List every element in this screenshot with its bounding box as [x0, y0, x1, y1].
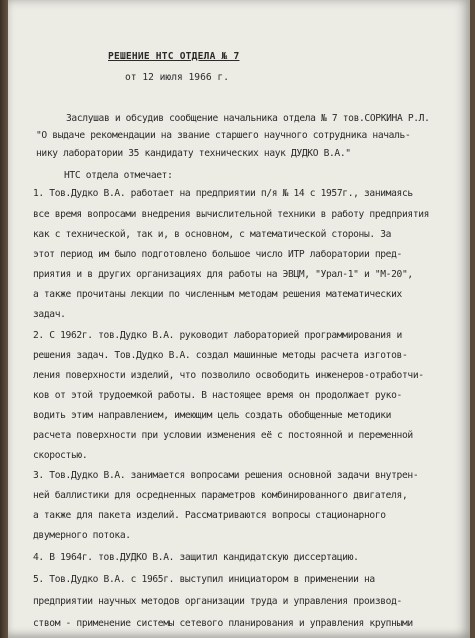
- body-line: этот период им было подготовлено большое число ИТР лаборатории пред-: [33, 249, 402, 260]
- body-line: задач.: [33, 309, 66, 320]
- body-line: приятия и в других организациях для работы на ЭВЦМ, "Урал-1" и "М-20",: [33, 269, 413, 280]
- body-line: скоростью.: [33, 450, 88, 461]
- body-line: 4. В 1964г. тов.ДУДКО В.А. защитил кандидатскую диссертацию.: [33, 552, 359, 563]
- body-line: предприятии научных методов организации труда и управления производ-: [33, 596, 402, 607]
- paper-sheet: [8, 0, 470, 638]
- body-line: ней баллистики для осредненных параметров комбинированного двигателя,: [33, 490, 408, 501]
- document-title: РЕШЕНИЕ НТС ОТДЕЛА № 7: [108, 51, 240, 62]
- body-line: 5. Тов.Дудко В.А. с 1965г. выступил инициатором в применении на: [33, 574, 375, 585]
- body-line: решения задач. Тов.Дудко В.А. создал машинные методы расчета изготов-: [33, 350, 408, 361]
- body-line: как с технической, так и, в основном, с математической стороны. За: [33, 229, 392, 240]
- body-line: Заслушав и обсудив сообщение начальника отдела № 7 тов.СОРКИНА Р.Л.: [66, 113, 430, 124]
- body-line: 2. С 1962г. тов.Дудко В.А. руководит лабораторией программирования и: [33, 330, 402, 341]
- body-line: ления поверхности изделий, что позволило освободить инженеров-отработчи-: [33, 370, 424, 381]
- body-line: 1. Тов.Дудко В.А. работает на предприятии п/я № 14 с 1957г., занимаясь: [33, 188, 413, 199]
- body-line: НТС отдела отмечает:: [64, 170, 173, 181]
- document-date: от 12 июля 1966 г.: [125, 72, 229, 83]
- body-line: водить этим направлением, имеющим цель создать обобщенные методики: [33, 410, 392, 421]
- body-line: а также прочитаны лекции по численным методам решения математических: [33, 289, 402, 300]
- body-line: все время вопросами внедрения вычислительной техники в работу предприятия: [33, 209, 430, 220]
- body-line: нику лаборатории 35 кандидату технических наук ДУДКО В.А.": [36, 148, 351, 159]
- body-line: ством - применение системы сетевого планирования и управления крупными: [33, 618, 413, 629]
- body-line: расчета поверхности при условии изменения её с постоянной и переменной: [33, 430, 413, 441]
- body-line: двумерного потока.: [33, 530, 131, 541]
- body-line: а также для пакета изделий. Рассматриваются вопросы стационарного: [33, 510, 386, 521]
- body-line: 3. Тов.Дудко В.А. занимается вопросами решения основной задачи внутрен-: [33, 470, 419, 481]
- body-line: "О выдаче рекомендации на звание старшего научного сотрудника началь-: [36, 130, 411, 141]
- body-line: ков от этой трудоемкой работы. В настоящее время он продолжает руко-: [33, 390, 402, 401]
